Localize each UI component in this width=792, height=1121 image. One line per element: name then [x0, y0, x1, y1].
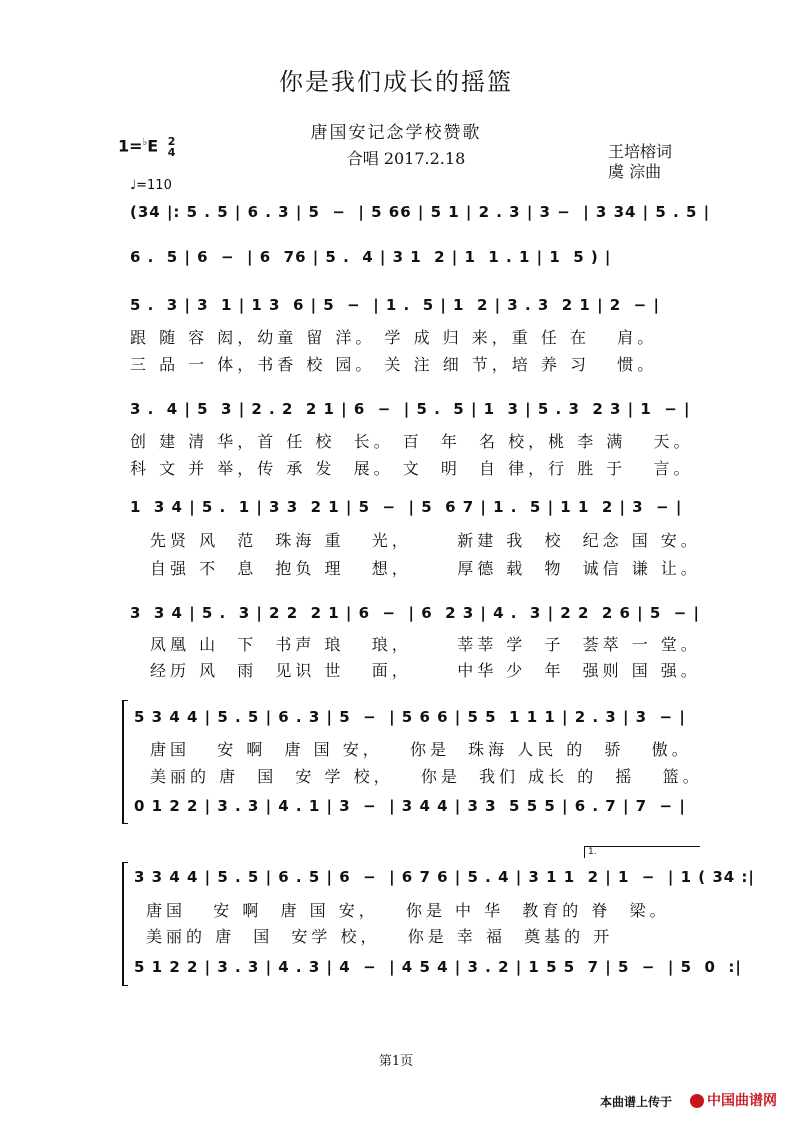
lyric-row-4-verse-1: 创 建 清 华，首 任 校 长。 百 年 名 校，桃 李 满 天。: [130, 432, 694, 451]
lyric-row-5-verse-2: 自强 不 息 抱负 理 想， 厚德 载 物 诚信 谦 让。: [150, 559, 701, 578]
song-title: 你是我们成长的摇篮: [279, 68, 513, 96]
system-brace-1: [122, 700, 128, 824]
notation-row-7-lower: 0 1 2 2 | 3 . 3 | 4 . 1 | 3 − | 3 4 4 | 3 3 5 5 5 | 6 . 7 | 7 − |: [134, 797, 686, 815]
notation-row-1: (34 |: 5 . 5 | 6 . 3 | 5 − | 5 66 | 5 1 | 2 . 3 | 3 − | 3 34 | 5 . 5 |: [130, 203, 711, 221]
song-subtitle: 唐国安记念学校赞歌: [310, 123, 482, 143]
system-brace-2: [122, 862, 128, 986]
credits: [608, 142, 672, 182]
key-prefix: 1=: [118, 136, 143, 156]
site-logo: [690, 1090, 777, 1110]
logo-icon: [690, 1094, 704, 1108]
lyric-row-3-verse-1: 跟 随 容 闳，幼童 留 洋。 学 成 归 来，重 任 在 肩。: [130, 328, 658, 347]
lyric-row-3-verse-2: 三 品 一 体，书香 校 园。 关 注 细 节，培 养 习 惯。: [130, 355, 658, 374]
performance-date: 合唱 2017.2.18: [346, 149, 466, 168]
lyric-row-4-verse-2: 科 文 并 举，传 承 发 展。 文 明 自 律，行 胜 于 言。: [130, 459, 694, 478]
lyric-row-6-verse-2: 经历 风 雨 见识 世 面， 中华 少 年 强则 国 强。: [150, 661, 701, 680]
notation-row-8-lower: 5 1 2 2 | 3 . 3 | 4 . 3 | 4 − | 4 5 4 | 3 . 2 | 1 5 5 7 | 5 − | 5 0 :|: [134, 958, 742, 976]
notation-row-8-upper: 3 3 4 4 | 5 . 5 | 6 . 5 | 6 − | 6 7 6 | 5 . 4 | 3 1 1 2 | 1 − | 1 ( 34 :|: [134, 868, 755, 886]
lyric-row-6-verse-1: 凤凰 山 下 书声 琅 琅， 莘莘 学 子 荟萃 一 堂。: [150, 635, 701, 654]
lyric-row-5-verse-1: 先贤 风 范 珠海 重 光， 新建 我 校 纪念 国 安。: [150, 531, 701, 550]
flat-sign: ♭: [142, 137, 148, 149]
notation-row-3: 5 . 3 | 3 1 | 1 3 6 | 5 − | 1 . 5 | 1 2 | 3 . 3 2 1 | 2 − |: [130, 296, 660, 314]
notation-row-2: 6 . 5 | 6 − | 6 76 | 5 . 4 | 3 1 2 | 1 1 . 1 | 1 5 ) |: [130, 248, 612, 266]
notation-row-6: 3 3 4 | 5 . 3 | 2 2 2 1 | 6 − | 6 2 3 | 4 . 3 | 2 2 2 6 | 5 − |: [130, 604, 700, 622]
key-signature: [118, 136, 175, 158]
upload-credit: 本曲谱上传于: [600, 1095, 673, 1109]
key-note: E: [147, 136, 159, 156]
lyric-row-7-verse-2: 美丽的 唐 国 安 学 校， 你是 我们 成长 的 摇 篮。: [150, 767, 703, 786]
notation-row-4: 3 . 4 | 5 3 | 2 . 2 2 1 | 6 − | 5 . 5 | 1 3 | 5 . 3 2 3 | 1 − |: [130, 400, 691, 418]
lyric-row-8-verse-1: 唐国 安 啊 唐 国 安， 你是 中 华 教育的 脊 梁。: [146, 901, 670, 920]
logo-text: 中国曲谱网: [707, 1093, 777, 1109]
composer: 虞 淙曲: [608, 162, 662, 181]
time-signature: [168, 136, 176, 158]
page-number: 第1页: [378, 1054, 414, 1069]
notation-row-5: 1 3 4 | 5 . 1 | 3 3 2 1 | 5 − | 5 6 7 | 1 . 5 | 1 1 2 | 3 − |: [130, 498, 683, 516]
tempo-marking: ♩=110: [130, 178, 172, 193]
notation-row-7-upper: 5 3 4 4 | 5 . 5 | 6 . 3 | 5 − | 5 6 6 | 5 5 1 1 1 | 2 . 3 | 3 − |: [134, 708, 686, 726]
volta-bracket: 1.: [584, 846, 700, 858]
lyric-row-8-verse-2: 美丽的 唐 国 安学 校， 你是 幸 福 奠基的 开: [146, 927, 614, 946]
time-bottom: 4: [167, 146, 176, 159]
lyric-row-7-verse-1: 唐国 安 啊 唐 国 安， 你是 珠海 人民 的 骄 傲。: [150, 740, 692, 759]
time-top: 2: [167, 135, 176, 148]
lyricist: 王培榕词: [608, 142, 673, 161]
